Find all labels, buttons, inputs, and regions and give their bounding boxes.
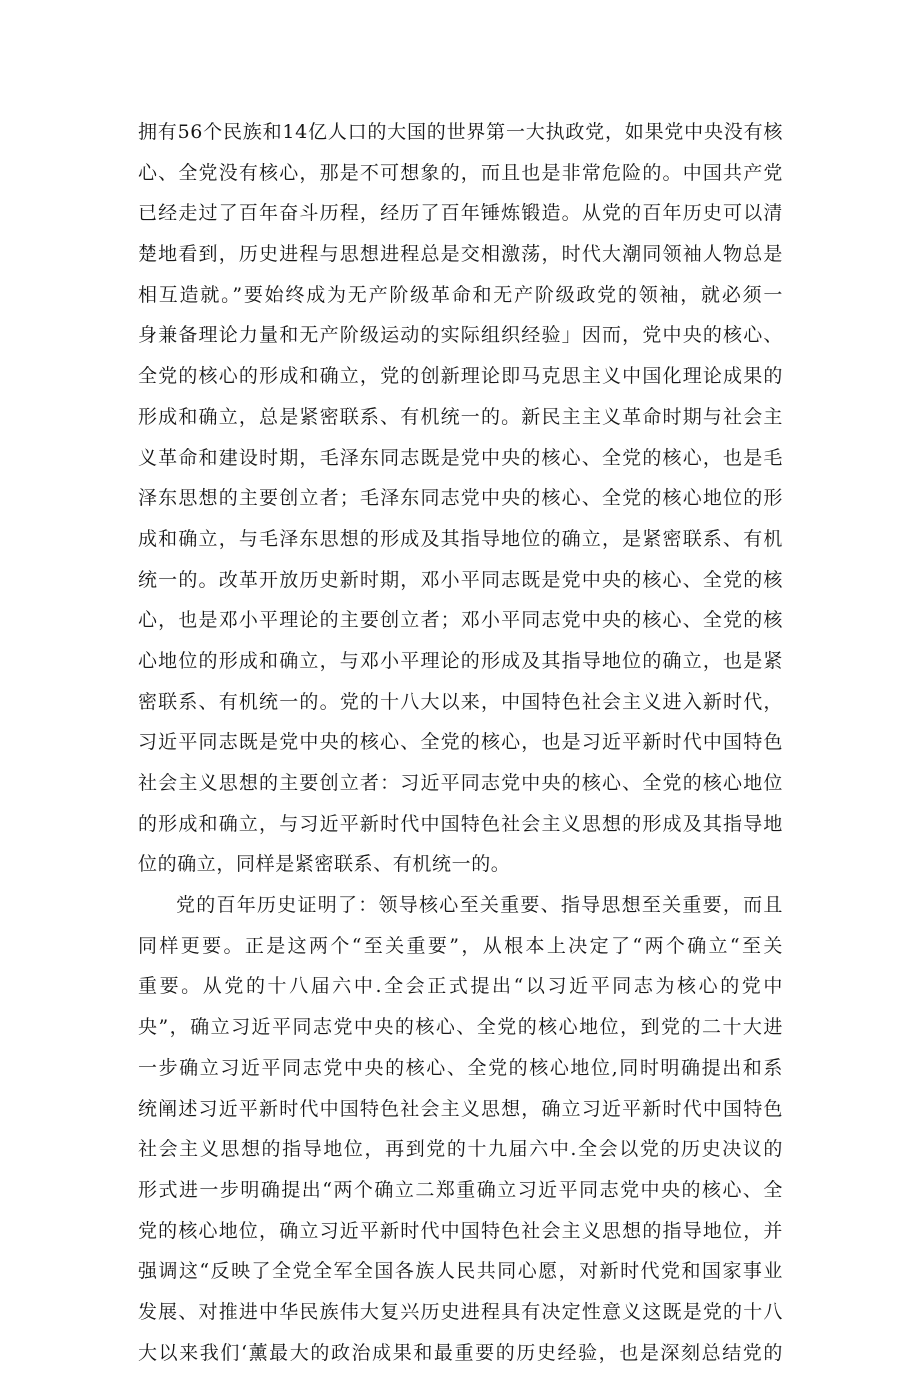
text-line: 心，也是邓小平理论的主要创立者；邓小平同志党中央的核心、全党的核 xyxy=(138,609,783,632)
text-line: 心地位的形成和确立，与邓小平理论的形成及其指导地位的确立，也是紧 xyxy=(138,649,783,672)
text-line: 已经走过了百年奋斗历程，经历了百年锤炼锻造。从党的百年历史可以清 xyxy=(138,202,783,225)
text-line: 央”，确立习近平同志党中央的核心、全党的核心地位，到党的二十大进 xyxy=(138,1016,783,1039)
text-line: 全党的核心的形成和确立，党的创新理论即马克思主义中国化理论成果的 xyxy=(138,365,783,388)
text-line: 相互造就。”要始终成为无产阶级革命和无产阶级政党的领袖，就必须一 xyxy=(138,283,783,306)
text-line: 党的百年历史证明了：领导核心至关重要、指导思想至关重要，而且 xyxy=(176,894,783,917)
text-line: 强调这“反映了全党全军全国各族人民共同心愿，对新时代党和国家事业 xyxy=(138,1260,783,1283)
text-line: 身兼备理论力量和无产阶级运动的实际组织经验」因而，党中央的核心、 xyxy=(138,324,783,347)
text-line: 习近平同志既是党中央的核心、全党的核心，也是习近平新时代中国特色 xyxy=(138,731,783,754)
text-line: 重要。从党的十八届六中.全会正式提出“以习近平同志为核心的党中 xyxy=(138,975,783,998)
text-line: 党的核心地位，确立习近平新时代中国特色社会主义思想的指导地位，并 xyxy=(138,1219,783,1242)
text-line: 统阐述习近平新时代中国特色社会主义思想，确立习近平新时代中国特色 xyxy=(138,1097,783,1120)
text-line: 大以来我们‘薰最大的政治成果和最重要的历史经验，也是深刻总结党的 xyxy=(138,1341,783,1364)
text-line: 心、全党没有核心，那是不可想象的，而且也是非常危险的。中国共产党 xyxy=(138,161,783,184)
text-line: 同样更要。正是这两个“至关重要”，从根本上决定了“两个确立“至关 xyxy=(138,934,783,957)
text-line: 楚地看到，历史进程与思想进程总是交相激荡，时代大潮同领袖人物总是 xyxy=(138,243,783,266)
text-line: 义革命和建设时期，毛泽东同志既是党中央的核心、全党的核心，也是毛 xyxy=(138,446,783,469)
paragraph-1 xyxy=(138,112,783,885)
text-line: 密联系、有机统一的。党的十八大以来，中国特色社会主义进入新时代， xyxy=(138,690,783,713)
text-line: 一步确立习近平同志党中央的核心、全党的核心地位,同时明确提出和系 xyxy=(138,1056,783,1079)
text-line: 社会主义思想的主要创立者：习近平同志党中央的核心、全党的核心地位 xyxy=(138,772,783,794)
text-line: 发展、对推进中华民族伟大复兴历史进程具有决定性意义这既是党的十八 xyxy=(138,1300,783,1323)
text-line: 社会主义思想的指导地位，再到党的十九届六中.全会以党的历史决议的 xyxy=(138,1138,783,1161)
text-line: 泽东思想的主要创立者；毛泽东同志党中央的核心、全党的核心地位的形 xyxy=(138,487,783,510)
text-line: 形式进一步明确提出“两个确立二郑重确立习近平同志党中央的核心、全 xyxy=(138,1178,783,1201)
document-page xyxy=(138,112,783,1373)
text-line: 成和确立，与毛泽东思想的形成及其指导地位的确立，是紧密联系、有机 xyxy=(138,527,783,550)
text-line: 统一的。改革开放历史新时期，邓小平同志既是党中央的核心、全党的核 xyxy=(138,568,783,591)
text-line: 的形成和确立，与习近平新时代中国特色社会主义思想的形成及其指导地 xyxy=(138,812,783,835)
text-line: 位的确立，同样是紧密联系、有机统一的。 xyxy=(138,853,511,876)
text-line: 形成和确立，总是紧密联系、有机统一的。新民主主义革命时期与社会主 xyxy=(138,405,783,428)
text-line: 拥有56个民族和14亿人口的大国的世界第一大执政党，如果党中央没有核 xyxy=(138,121,783,143)
paragraph-2 xyxy=(138,885,783,1373)
